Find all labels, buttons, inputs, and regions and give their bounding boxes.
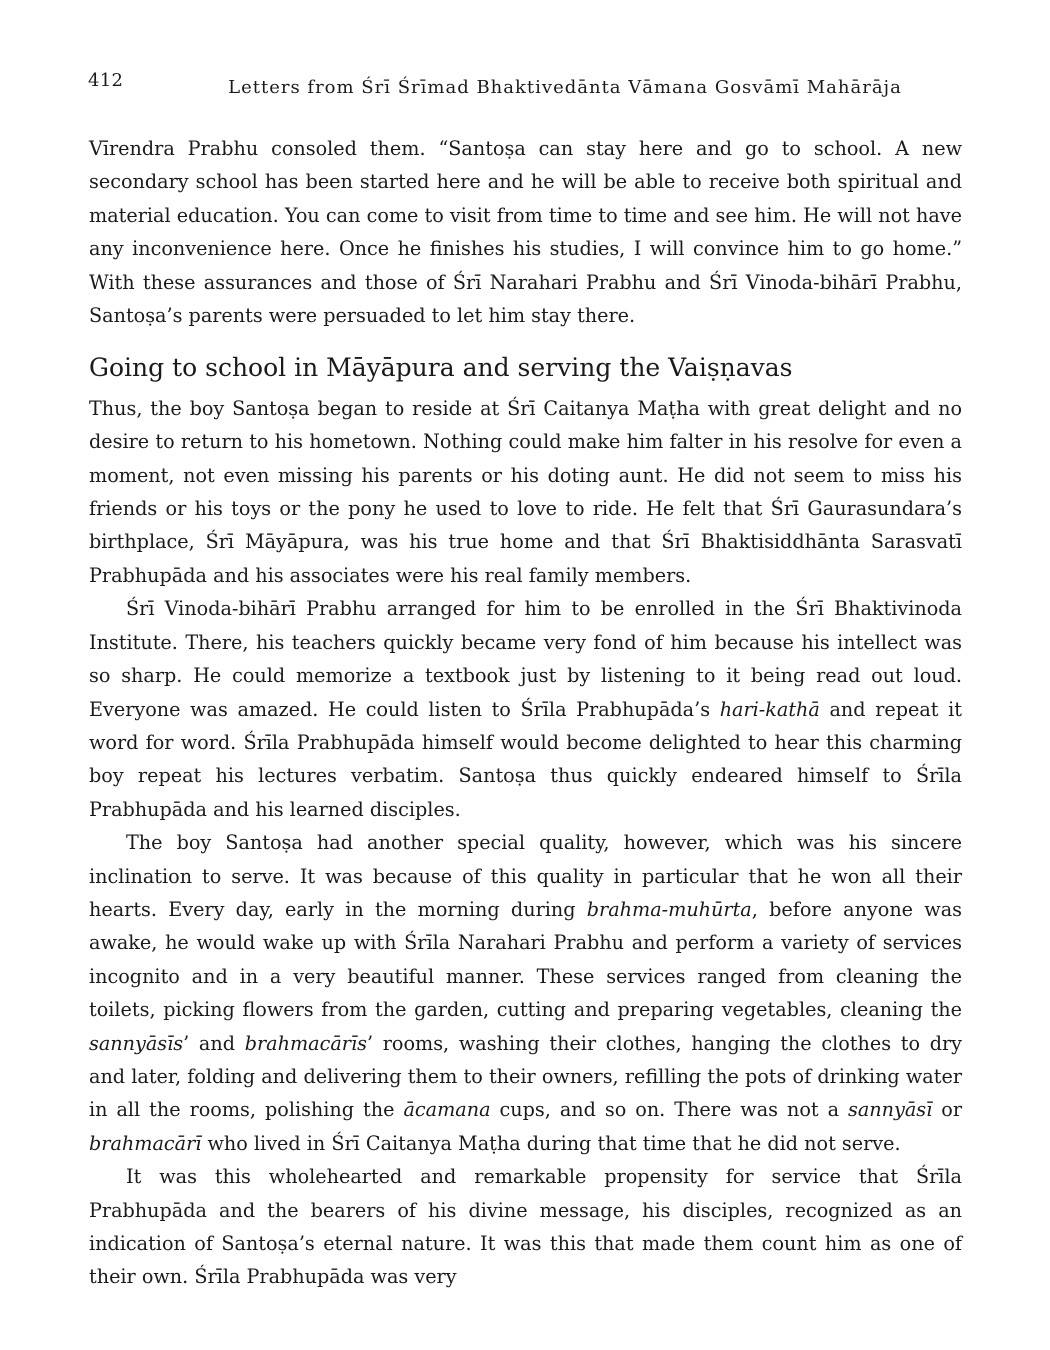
text-run: cups, and so on. There was not a <box>490 1098 849 1122</box>
text-run: who lived in Śrī Caitanya Maṭha during that time that he did not serve. <box>201 1131 901 1155</box>
running-header: Letters from Śrī Śrīmad Bhaktivedānta Vāmana Gosvāmī Mahārāja <box>228 77 902 98</box>
paragraph: Thus, the boy Santoṣa began to reside at Śrī Caitanya Maṭha with great delight and no desire to return to his hometown. Nothing could make him falter in his resolve for even a moment, not even missing his parents or his doting aunt. He did not seem to miss his friends or his toys or the pony he used to love to ride. He felt that Śrī Gaurasundara’s birthplace, Śrī Māyāpura, was his true home and that Śrī Bhaktisiddhānta Sarasvatī Prabhupāda and his associates were his real family members. <box>89 396 962 587</box>
text-run: or <box>932 1098 962 1122</box>
text-run: ’ rooms, washing their clothes, hanging the clothes to dry and later, folding and delivering them to their owners, refilling the pots of drinking water in all the rooms, polishing the <box>89 1031 962 1122</box>
paragraph: It was this wholehearted and remarkable propensity for service that Śrīla Prabhupāda and the bearers of his divine message, his disciples, recognized as an indication of Santoṣa’s eternal nature. It was this that made them count him as one of their own. Śrīla Prabhupāda was very <box>89 1165 962 1289</box>
italic-term: brahma-muhūrta <box>586 897 752 921</box>
text-run: and repeat it word for word. Śrīla Prabhupāda himself would become delighted to hear this charming boy repeat his lectures verbatim. Santoṣa thus quickly endeared himself to Śrīla Prabhupāda and his learned disciples. <box>89 697 962 821</box>
text-run: , before anyone was awake, he would wake up with Śrīla Narahari Prabhu and perform a variety of services incognito and in a very beautiful manner. These services ranged from cleaning the toilets, picking flowers from the garden, cutting and preparing vegetables, cleaning the <box>89 897 962 1022</box>
italic-term: brahmacārī <box>89 1131 202 1155</box>
italic-term: sannyāsīs <box>89 1031 184 1055</box>
text-run: Śrī Vinoda-bihārī Prabhu arranged for him to be enrolled in the Śrī Bhaktivinoda Institute. There, his teachers quickly became very fond of him because his intellect was so sharp. He could memorize a textbook just by listening to it being read out loud. Everyone was amazed. He could listen to Śrīla Prabhupāda’s <box>89 597 962 721</box>
italic-term: brahmacārīs <box>244 1031 367 1055</box>
paragraph: Vīrendra Prabhu consoled them. “Santoṣa can stay here and go to school. A new secondary school has been started here and he will be able to receive both spiritual and material education. You can come to visit from time to time and see him. He will not have any inconvenience here. Once he finishes his studies, I will convince him to go home.” With these assurances and those of Śrī Narahari Prabhu and Śrī Vinoda-bihārī Prabhu, Santoṣa’s parents were persuaded to let him stay there. <box>89 137 962 328</box>
text-run: ’ and <box>183 1031 245 1055</box>
text-run: The boy Santoṣa had another special quality, however, which was his sincere inclination to serve. It was because of this quality in particular that he won all their hearts. Every day, early in the morning during <box>89 831 962 921</box>
italic-term: ācamana <box>403 1098 491 1122</box>
paragraph <box>89 592 962 826</box>
page-body <box>89 132 962 1294</box>
section-heading: Going to school in Māyāpura and serving the Vaiṣṇavas <box>89 353 793 383</box>
page-number: 412 <box>88 70 124 91</box>
italic-term: hari-kathā <box>719 697 820 721</box>
italic-term: sannyāsī <box>848 1098 933 1122</box>
paragraph <box>89 826 962 1160</box>
